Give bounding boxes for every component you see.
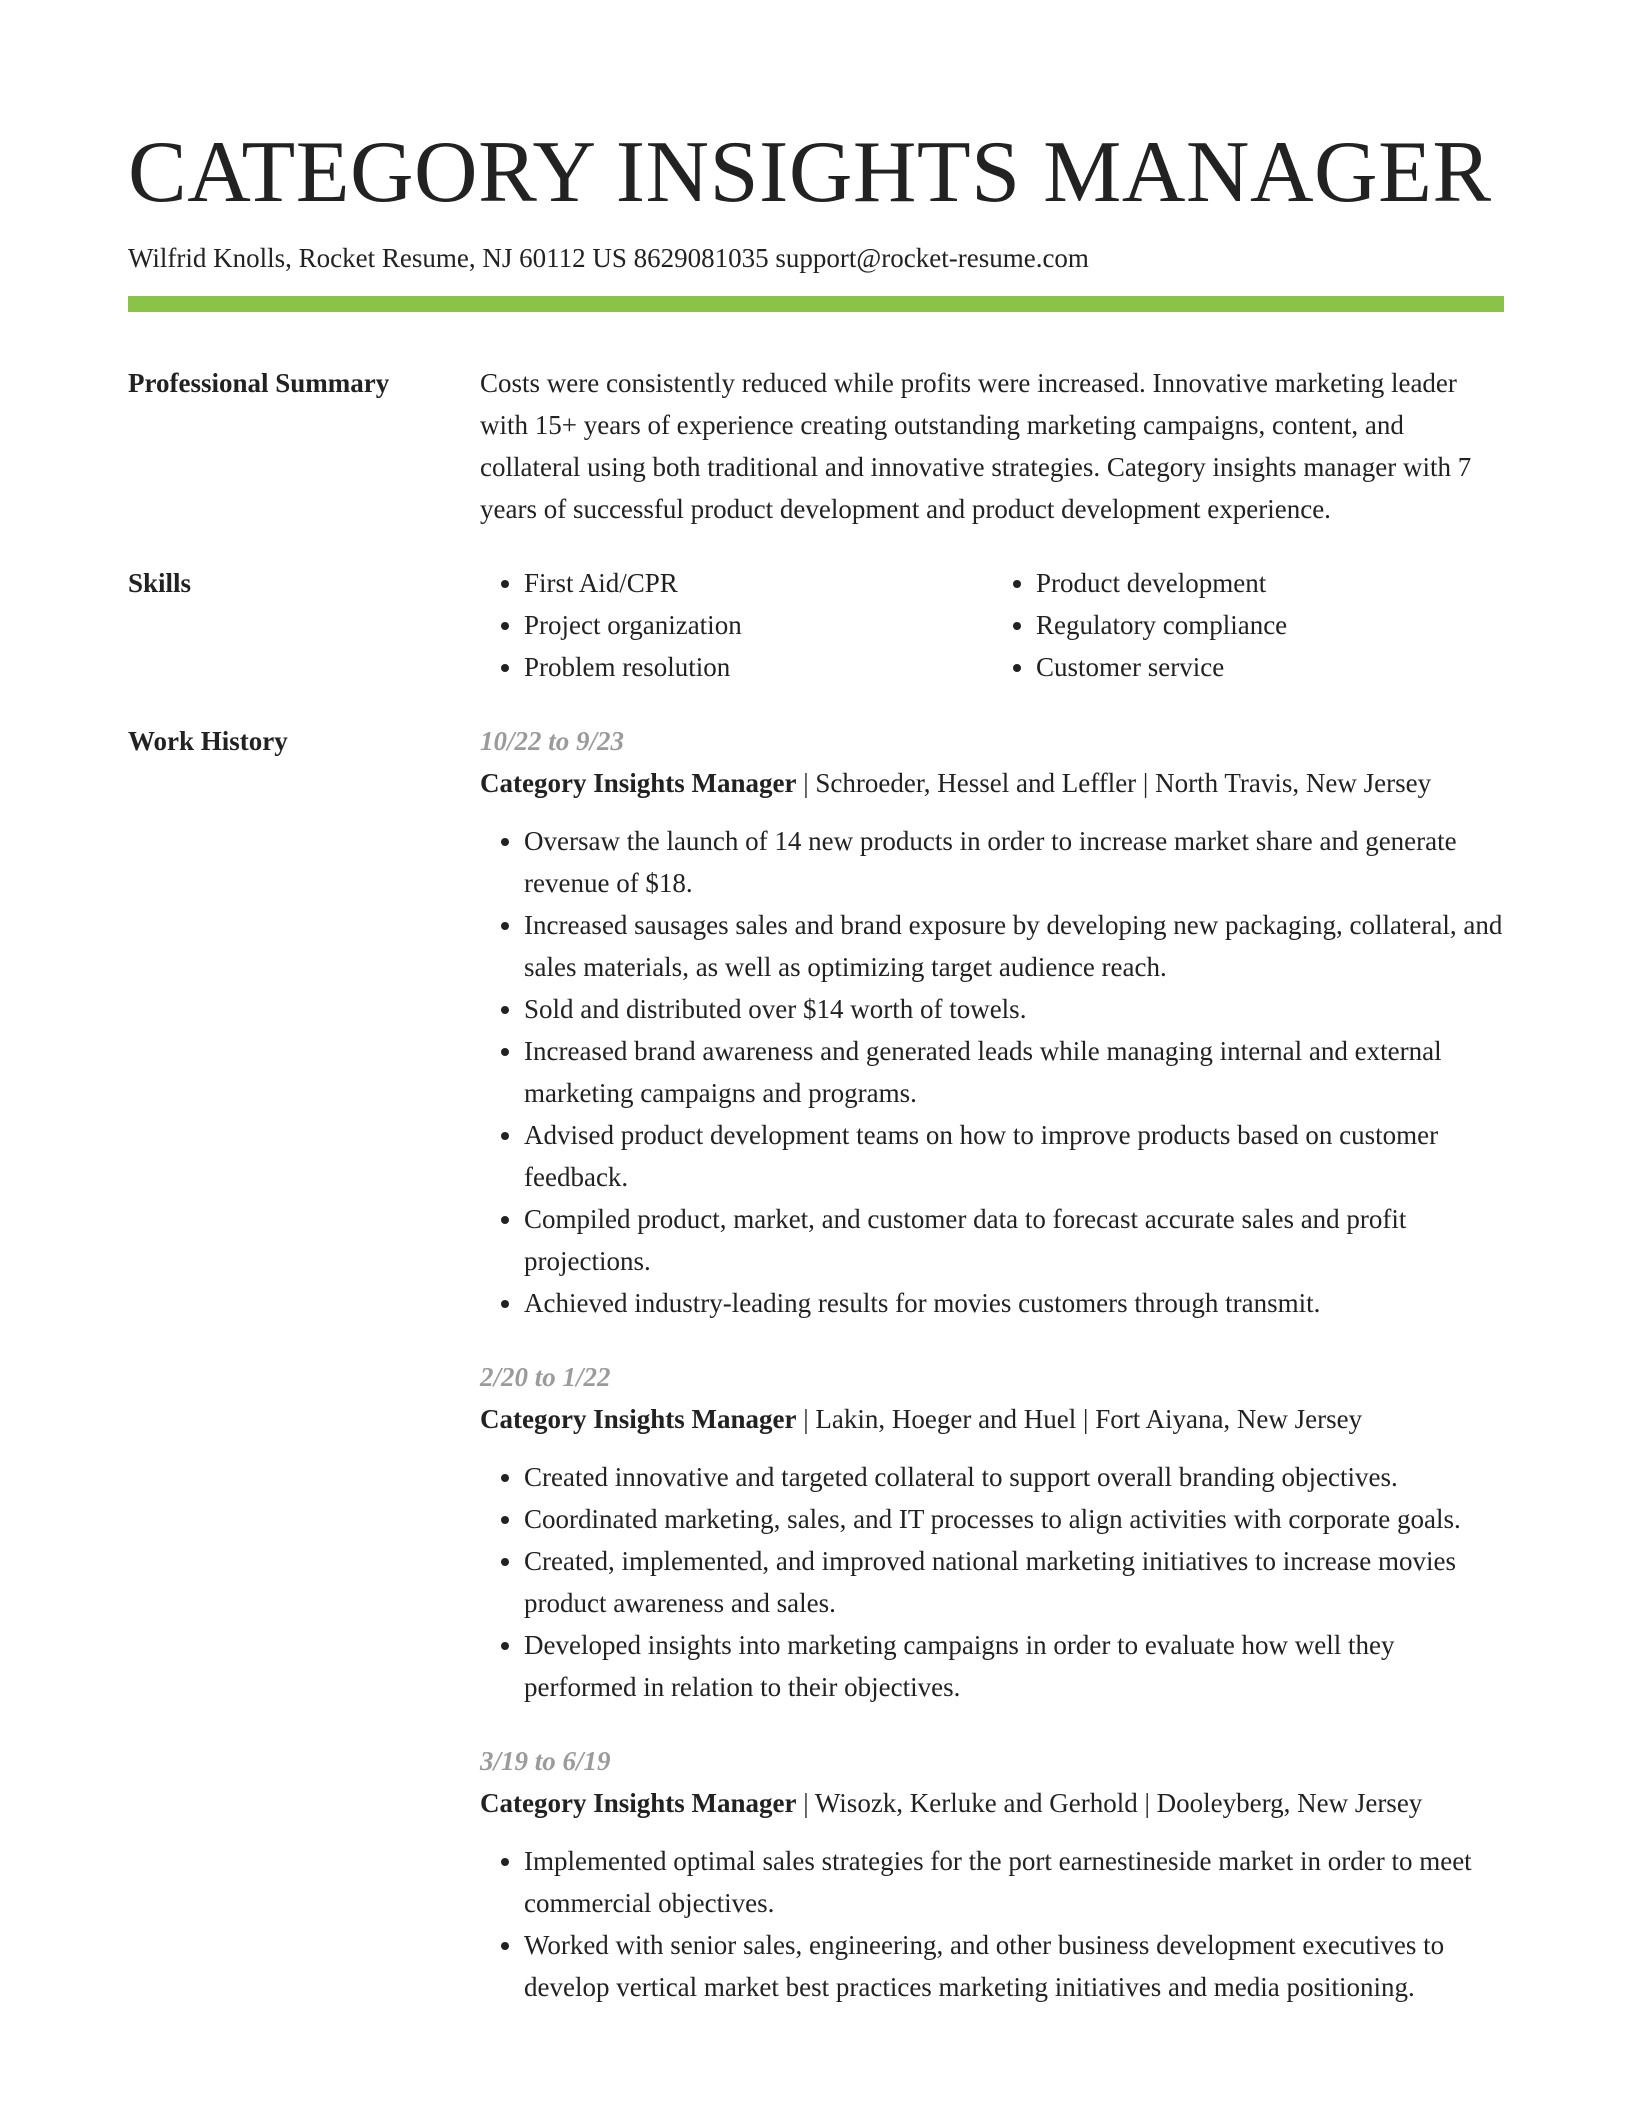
contact-location: NJ 60112 US [482, 243, 627, 273]
job-details: | Lakin, Hoeger and Huel | Fort Aiyana, New Jersey [796, 1404, 1363, 1434]
job-bullet: • Increased sausages sales and brand exposure by developing new packaging, collateral, and sales materials, as well as optimizing target audience reach. [524, 904, 1504, 988]
summary-body [480, 362, 1504, 530]
skills-list-right [992, 562, 1504, 688]
work-history-body [480, 720, 1504, 2008]
job-dates: 3/19 to 6/19 [480, 1746, 611, 1776]
job-heading [480, 762, 1504, 804]
job-bullet: • Developed insights into marketing campaigns in order to evaluate how well they performed in relation to their objectives. [524, 1624, 1504, 1708]
contact-company: Rocket Resume, [298, 243, 476, 273]
job-title: Category Insights Manager [480, 1788, 797, 1818]
summary-text: Costs were consistently reduced while profits were increased. Innovative marketing leader with 15+ years of experience creating outstanding marketing campaigns, content, and collateral using both traditional and innovative strategies. Category insights manager with 7 years of successful product development and product development experience. [480, 368, 1472, 524]
contact-name: Wilfrid Knolls, [128, 243, 292, 273]
contact-line [128, 240, 1504, 276]
job-details: | Wisozk, Kerluke and Gerhold | Dooleyberg, New Jersey [796, 1788, 1423, 1818]
job-bullet: • Created, implemented, and improved national marketing initiatives to increase movies product awareness and sales. [524, 1540, 1504, 1624]
job-title: Category Insights Manager [480, 768, 797, 798]
job-dates: 10/22 to 9/23 [480, 726, 625, 756]
job-title: Category Insights Manager [480, 1404, 797, 1434]
contact-email: support@rocket-resume.com [775, 243, 1089, 273]
skill-item: • Customer service [1036, 646, 1504, 688]
job-bullet: • Oversaw the launch of 14 new products in order to increase market share and generate revenue of $18. [524, 820, 1504, 904]
job-bullet: • Created innovative and targeted collateral to support overall branding objectives. [524, 1456, 1504, 1498]
skills-list-left [480, 562, 992, 688]
skills-heading: Skills [128, 568, 192, 598]
job-bullet: • Compiled product, market, and customer data to forecast accurate sales and profit projections. [524, 1198, 1504, 1282]
job-bullet: • Implemented optimal sales strategies for the port earnestineside market in order to meet commercial objectives. [524, 1840, 1504, 1924]
job-bullets [480, 820, 1504, 1324]
job-bullet: • Advised product development teams on how to improve products based on customer feedback. [524, 1114, 1504, 1198]
work-history-section [128, 720, 1504, 2008]
skill-item: • Product development [1036, 562, 1504, 604]
job-heading [480, 1398, 1504, 1440]
skill-item: • First Aid/CPR [524, 562, 992, 604]
skill-item: • Problem resolution [524, 646, 992, 688]
skill-item: • Regulatory compliance [1036, 604, 1504, 646]
contact-phone: 8629081035 [633, 243, 769, 273]
accent-divider [128, 296, 1504, 312]
summary-section [128, 362, 1504, 530]
job-bullet: • Coordinated marketing, sales, and IT processes to align activities with corporate goals. [524, 1498, 1504, 1540]
skills-body [480, 562, 1504, 688]
job-bullets [480, 1456, 1504, 1708]
skill-item: • Project organization [524, 604, 992, 646]
job-bullets [480, 1840, 1504, 2008]
work-history-heading: Work History [128, 726, 288, 756]
skills-section [128, 562, 1504, 688]
summary-heading: Professional Summary [128, 368, 390, 398]
job-heading [480, 1782, 1504, 1824]
job-bullet: • Worked with senior sales, engineering, and other business development executives to develop vertical market best practices marketing initiatives and media positioning. [524, 1924, 1504, 2008]
job-entry [480, 720, 1504, 1324]
job-bullet: • Achieved industry-leading results for movies customers through transmit. [524, 1282, 1504, 1324]
job-bullet: • Increased brand awareness and generated leads while managing internal and external marketing campaigns and programs. [524, 1030, 1504, 1114]
resume-title: CATEGORY INSIGHTS MANAGER [128, 124, 1492, 221]
job-entry [480, 1740, 1504, 2008]
job-entry [480, 1356, 1504, 1708]
job-details: | Schroeder, Hessel and Leffler | North Travis, New Jersey [796, 768, 1432, 798]
resume-page [128, 118, 1504, 2008]
job-bullet: • Sold and distributed over $14 worth of towels. [524, 988, 1504, 1030]
job-dates: 2/20 to 1/22 [480, 1362, 611, 1392]
